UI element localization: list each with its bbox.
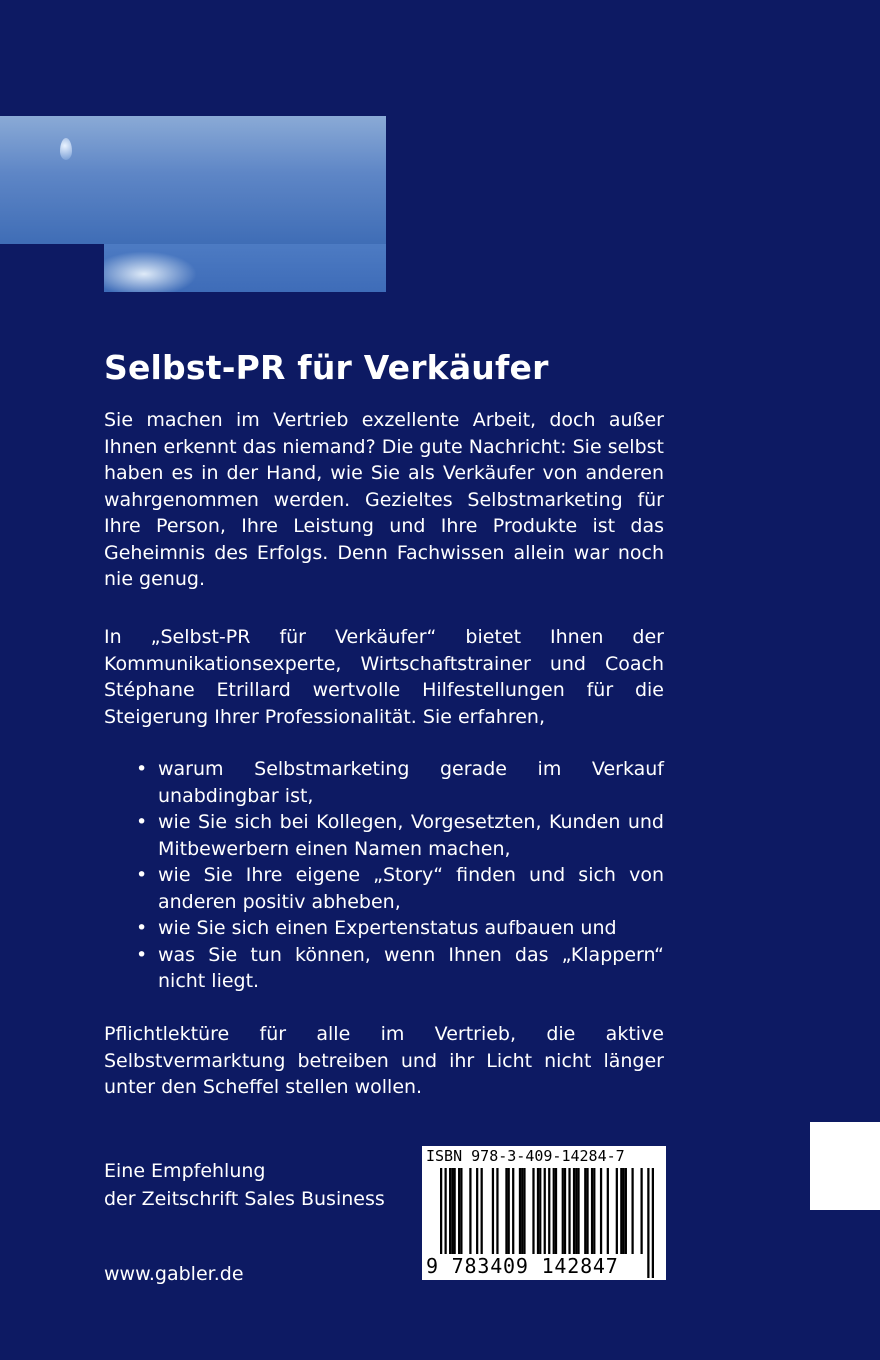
barcode-bar bbox=[521, 1168, 523, 1254]
list-item: • wie Sie sich bei Kollegen, Vorgesetzten, Kunden und Mitbewerbern einen Namen machen, bbox=[136, 809, 664, 862]
barcode-bar bbox=[568, 1168, 570, 1254]
barcode-bar bbox=[460, 1168, 462, 1254]
barcode-bar bbox=[492, 1168, 494, 1254]
intro-paragraph: Sie machen im Vertrieb exzellente Arbeit, doch außer Ihnen erkennt das niemand? Die gute Nachricht: Sie selbst haben es in der Hand, wie Sie als Verkäufer von anderen wahrgenommen werden. Gezieltes Selbstmarketing für Ihre Person, Ihre Leistung und Ihre Produkte ist das Geheimnis des Erfolgs. Denn Fachwissen allein war noch nie genug. bbox=[104, 409, 664, 590]
list-item: • wie Sie sich einen Expertenstatus aufbauen und bbox=[136, 915, 664, 942]
barcode-bar bbox=[573, 1168, 575, 1254]
barcode-bar bbox=[519, 1168, 521, 1254]
barcode-bar bbox=[564, 1168, 566, 1254]
barcode-bar bbox=[512, 1168, 514, 1254]
recommendation bbox=[104, 1157, 385, 1213]
barcode-bar bbox=[476, 1168, 478, 1254]
barcode-bar bbox=[577, 1168, 579, 1254]
barcode-bar bbox=[508, 1168, 510, 1254]
barcode-bar bbox=[454, 1168, 456, 1254]
barcode-bar bbox=[622, 1168, 624, 1254]
barcode-bar bbox=[539, 1168, 541, 1254]
barcode-bar bbox=[616, 1168, 618, 1254]
barcode-bar bbox=[555, 1168, 557, 1254]
barcode-bar bbox=[481, 1168, 483, 1254]
barcode-bar bbox=[584, 1168, 586, 1254]
barcode-bar bbox=[469, 1168, 471, 1254]
publisher-website: www.gabler.de bbox=[104, 1263, 244, 1285]
barcode-bar bbox=[496, 1168, 498, 1254]
water-photo-lower-strip bbox=[104, 244, 386, 292]
list-item: • warum Selbstmarketing gerade im Verkauf unabdingbar ist, bbox=[136, 756, 664, 809]
barcode-bar bbox=[607, 1168, 609, 1254]
barcode-bar bbox=[562, 1168, 564, 1254]
barcode-bar bbox=[640, 1168, 642, 1254]
ean-digits: 9 783409 142847 bbox=[426, 1254, 619, 1278]
barcode-bar bbox=[591, 1168, 593, 1254]
book-title: Selbst-PR für Verkäufer bbox=[104, 348, 549, 387]
barcode-bar bbox=[537, 1168, 539, 1254]
barcode-bar bbox=[620, 1168, 622, 1254]
price-label-area bbox=[810, 1122, 880, 1210]
barcode-bar bbox=[553, 1168, 555, 1254]
barcode-bar bbox=[593, 1168, 595, 1254]
water-drop-photo bbox=[0, 116, 386, 244]
barcode-bar bbox=[575, 1168, 577, 1254]
barcode-bar bbox=[449, 1168, 451, 1254]
isbn-barcode bbox=[422, 1146, 666, 1280]
benefits-list bbox=[136, 756, 664, 995]
water-drop bbox=[60, 138, 72, 160]
barcode-bar bbox=[586, 1168, 588, 1254]
barcode-bar bbox=[600, 1168, 602, 1254]
recommendation-line-1: Eine Empfehlung bbox=[104, 1160, 266, 1182]
barcode-bar bbox=[631, 1168, 633, 1254]
author-paragraph: In „Selbst-PR für Verkäufer“ bietet Ihnen der Kommunikationsexperte, Wirtschaftstrainer und Coach Stéphane Etrillard wertvolle Hilfestellungen für die Steigerung Ihrer Professionalität. Sie erfahren, bbox=[104, 626, 664, 728]
closing-paragraph: Pflichtlektüre für alle im Vertrieb, die aktive Selbstvermarktung betreiben und ihr Licht nicht länger unter den Scheffel stellen wollen. bbox=[104, 1023, 664, 1098]
barcode-bar bbox=[532, 1168, 534, 1254]
barcode-bar bbox=[652, 1168, 654, 1278]
isbn-label: ISBN 978-3-409-14284-7 bbox=[426, 1147, 625, 1165]
barcode-bar bbox=[505, 1168, 507, 1254]
list-item: • wie Sie Ihre eigene „Story“ finden und sich von anderen positiv abheben, bbox=[136, 862, 664, 915]
list-item: • was Sie tun können, wenn Ihnen das „Klappern“ nicht liegt. bbox=[136, 942, 664, 995]
barcode-bar bbox=[625, 1168, 627, 1254]
barcode-bar bbox=[647, 1168, 649, 1278]
barcode-bar bbox=[458, 1168, 460, 1254]
recommendation-line-2: der Zeitschrift Sales Business bbox=[104, 1188, 385, 1210]
barcode-bar bbox=[523, 1168, 525, 1254]
barcode-bar bbox=[451, 1168, 453, 1254]
